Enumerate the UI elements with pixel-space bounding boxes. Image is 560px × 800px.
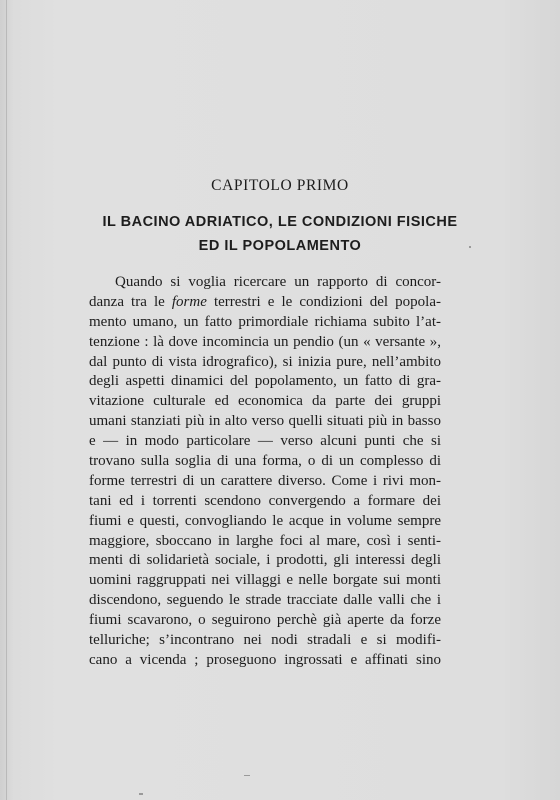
text-line: Quando si voglia ricercare un rapporto di concor- [115, 274, 441, 290]
text-line: menti di solidarietà sociale, i prodotti, gli interessi degli [89, 552, 441, 569]
text-run: terrestri e le condizioni del popola- [213, 293, 442, 310]
chapter-label: CAPITOLO PRIMO [211, 177, 349, 194]
text-line: fiumi scavarono, o seguirono perchè già aperte da forze [89, 612, 441, 629]
text-line: vitazione culturale ed economica da parte dei gruppi [89, 393, 441, 410]
text-line: degli aspetti dinamici del popolamento, un fatto di gra- [89, 373, 441, 390]
text-line [89, 293, 441, 313]
text-line: uomini raggruppati nei villaggi e nelle borgate sui monti [89, 572, 441, 589]
margin-speck [469, 246, 471, 248]
chapter-title [60, 210, 500, 258]
text-line: mento umano, un fatto primordiale richiama subito l’at- [89, 313, 441, 330]
text-line: telluriche; s’incontrano nei nodi stradali e si modifi- [89, 632, 441, 649]
text-line: e — in modo particolare — verso alcuni punti che si [89, 433, 441, 450]
text-run: danza tra le [89, 293, 165, 310]
italic-term: forme [171, 293, 207, 310]
text-line: trovano sulla soglia di una forma, o di un complesso di [89, 453, 441, 470]
margin-speck [139, 793, 143, 795]
text-line: maggiore, sboccano in larghe foci al mare, così i senti- [89, 532, 441, 549]
page-binding-edge [6, 0, 7, 800]
text-line: fiumi e questi, convogliando le acque in volume sempre [89, 512, 441, 529]
text-line: umani stanziati più in alto verso quelli situati più in basso [89, 413, 441, 430]
text-line: tani ed i torrenti scendono convergendo a formare dei [89, 492, 441, 509]
margin-speck [244, 775, 250, 776]
chapter-title-line-1: IL BACINO ADRIATICO, LE CONDIZIONI FISICHE [102, 214, 458, 230]
chapter-title-line-2: ED IL POPOLAMENTO [198, 238, 362, 254]
text-line: cano a vicenda ; proseguono ingrossati e affinati sino [89, 651, 441, 668]
body-paragraph [89, 273, 441, 671]
text-line: tenzione : là dove incomincia un pendio (un « versante », [89, 333, 441, 350]
text-line: dal punto di vista idrografico), si inizia pure, nell’ambito [89, 353, 441, 370]
text-line: discendono, seguendo le strade tracciate dalle valli che i [89, 592, 441, 609]
text-line: forme terrestri di un carattere diverso. Come i rivi mon- [89, 472, 441, 489]
